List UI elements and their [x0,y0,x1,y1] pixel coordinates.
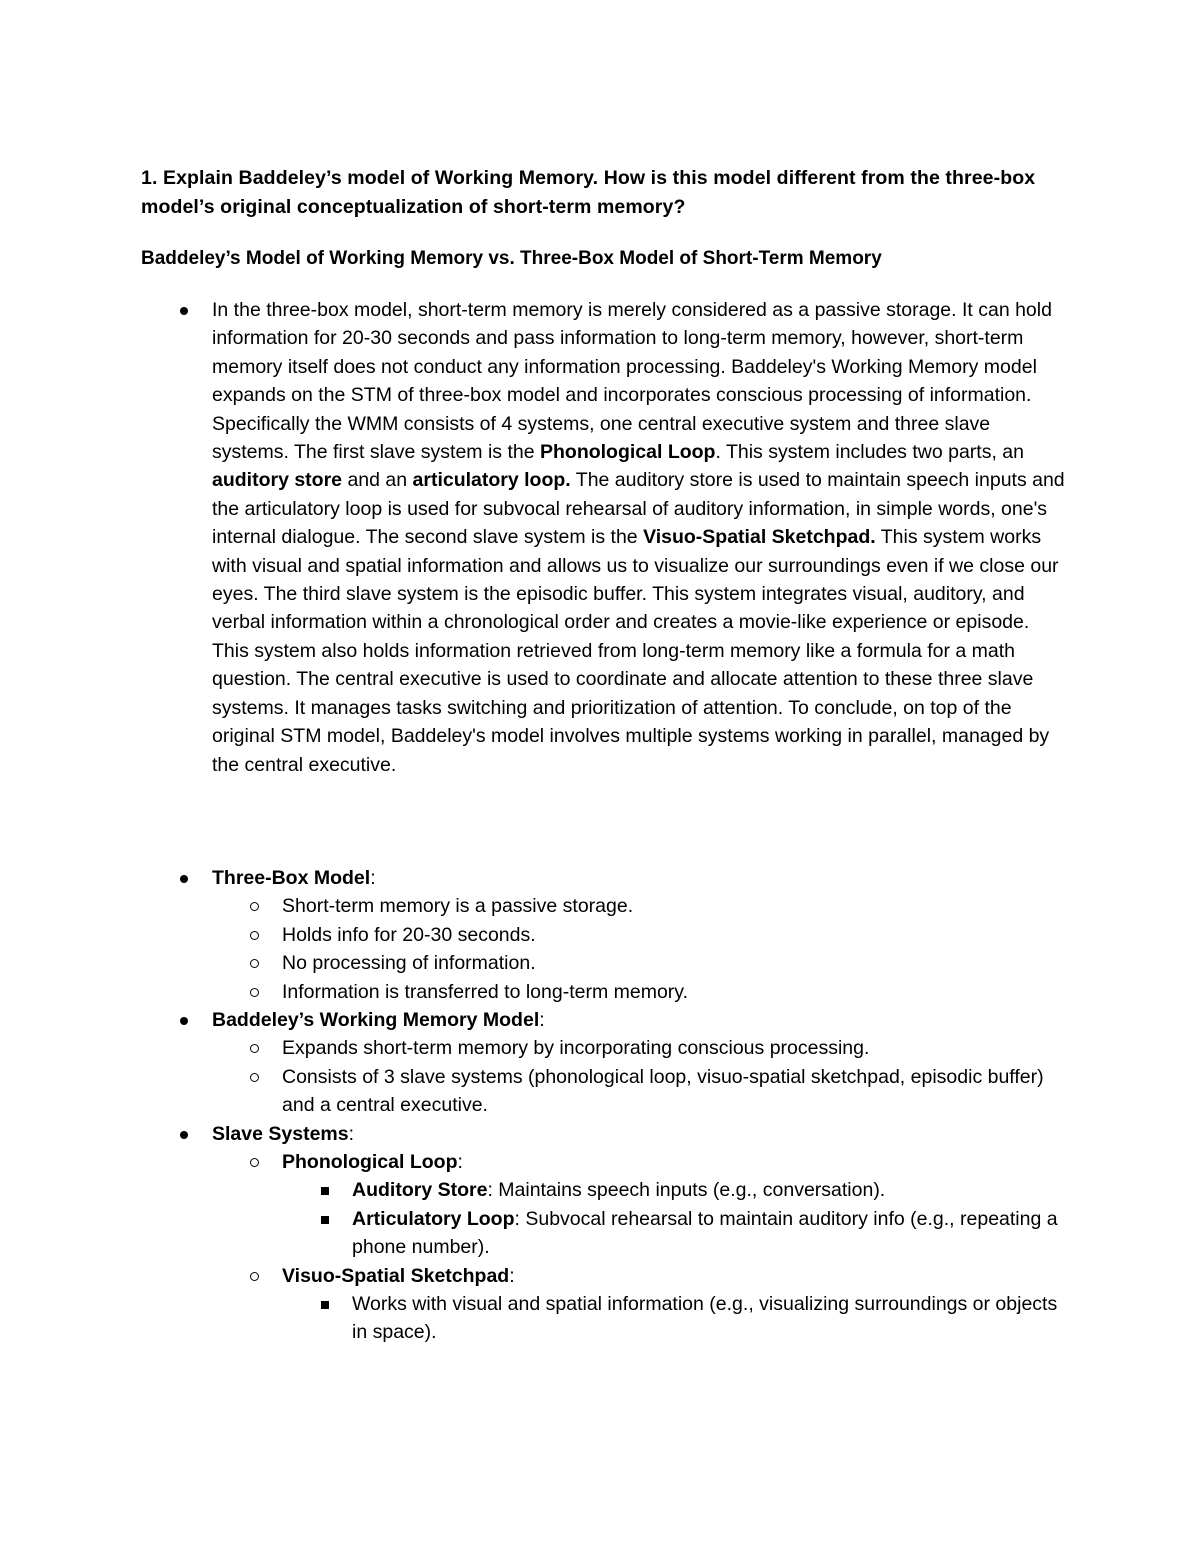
outline-subitem [141,949,1081,977]
outline-subitem [141,1034,1081,1062]
outline-label: Articulatory Loop [352,1207,515,1230]
paragraph-text: The auditory store is used to maintain speech inputs and the articulatory loop is used for subvocal rehearsal of auditory information, in simple words, one's internal dialogue. The second slave system is the [212,469,1065,549]
bullet-circle-icon [250,1044,259,1053]
outline-subitem-visuo-spatial [141,1262,1081,1290]
colon: : [370,866,376,889]
term-phonological-loop: Phonological Loop [539,441,716,464]
outline-label: Slave Systems [212,1122,349,1145]
section-heading: Baddeley’s Model of Working Memory vs. Three-Box Model of Short-Term Memory [141,248,882,269]
outline-label: Phonological Loop [282,1150,458,1173]
document-body [141,296,1081,1347]
paragraph-text: This system works with visual and spatial information and allows us to visualize our surroundings even if we close our eyes. The third slave system is the episodic buffer. This system integrates visual, auditory, and verbal information within a chronological order and creates a movie-like experience or episode. This system also holds information retrieved from long-term memory like a formula for a math question. The central executive is used to coordinate and allocate attention to these three slave systems. It manages tasks switching and prioritization of attention. To conclude, on top of the original STM model, Baddeley's model involves multiple systems working in parallel, managed by the central executive. [212,526,1059,776]
paragraph-text: and an [342,469,413,492]
bullet-square-icon [321,1301,329,1309]
outline-subsubitem-text: : Maintains speech inputs (e.g., conversation). [487,1179,886,1202]
outline-subsubitem-articulatory-loop [141,1205,1062,1262]
colon: : [539,1008,545,1031]
outline-item-baddeley [141,1006,1081,1034]
outline-subitem-text: Consists of 3 slave systems (phonological loop, visuo-spatial sketchpad, episodic buffer) and a central executive. [282,1065,1044,1117]
outline-subsubitem-auditory-store [141,1176,1081,1204]
outline-subitem [141,892,1081,920]
outline-label: Baddeley’s Working Memory Model [212,1008,540,1031]
outline-subitem [141,978,1081,1006]
bullet-circle-icon [250,902,259,911]
outline-subitem-text: Information is transferred to long-term memory. [282,980,689,1003]
bullet-circle-icon [250,1272,259,1281]
colon: : [457,1150,463,1173]
outline-item-three-box [141,864,1081,892]
colon: : [509,1264,515,1287]
outline-subsubitem-text: Works with visual and spatial information (e.g., visualizing surroundings or objects in space). [352,1293,1058,1344]
outline-subitem-phonological-loop [141,1148,1081,1176]
bullet-circle-icon [250,988,259,997]
outline-subitem-text: No processing of information. [282,952,536,975]
bullet-circle-icon [250,959,259,968]
colon: : [348,1122,355,1145]
paragraph-text: In the three-box model, short-term memory is merely considered as a passive storage. It can hold information for 20-30 seconds and pass information to long-term memory, however, short-term memory itself does not conduct any information processing. Baddeley's Working Memory model expands on the STM of three-box model and incorporates conscious processing of information. Specifically the WMM consists of 4 systems, one central executive system and three slave systems. The first slave system is the [212,299,1052,464]
outline-subitem-text: Short-term memory is a passive storage. [282,895,634,918]
bullet-disc-icon [180,1131,188,1139]
outline-subsubitem [141,1290,1072,1347]
bullet-circle-icon [250,931,259,940]
outline-subitem [141,1063,1062,1120]
outline-label: Three-Box Model [212,866,371,889]
bullet-disc-icon [180,307,188,315]
answer-paragraph [212,296,1067,779]
bullet-circle-icon [250,1158,259,1167]
outline-label: Visuo-Spatial Sketchpad [282,1264,510,1287]
bullet-square-icon [321,1187,329,1195]
outline-subitem-text: Holds info for 20-30 seconds. [282,923,536,946]
outline-subsubitem-text: : Subvocal rehearsal to maintain auditory info (e.g., repeating a phone number). [352,1207,1058,1259]
bullet-square-icon [321,1216,329,1224]
question-title: 1. Explain Baddeley’s model of Working Memory. How is this model different from the three-box model’s original conceptualization of short-term memory? [141,167,1036,218]
outline-item-slave-systems [141,1120,1081,1148]
outline-subitem-text: Expands short-term memory by incorporating conscious processing. [282,1037,870,1060]
bullet-circle-icon [250,1073,259,1082]
bullet-disc-icon [180,1017,188,1025]
outline-subitem [141,921,1081,949]
blank-space [141,779,1081,864]
answer-paragraph-item [141,296,1081,779]
paragraph-text: . This system includes two parts, an [715,441,1024,464]
term-auditory-store: auditory store [212,469,343,492]
term-articulatory-loop: articulatory loop. [412,469,571,492]
term-visuo-spatial-sketchpad: Visuo-Spatial Sketchpad. [643,526,876,549]
outline-label: Auditory Store [352,1179,488,1202]
bullet-disc-icon [180,875,188,883]
